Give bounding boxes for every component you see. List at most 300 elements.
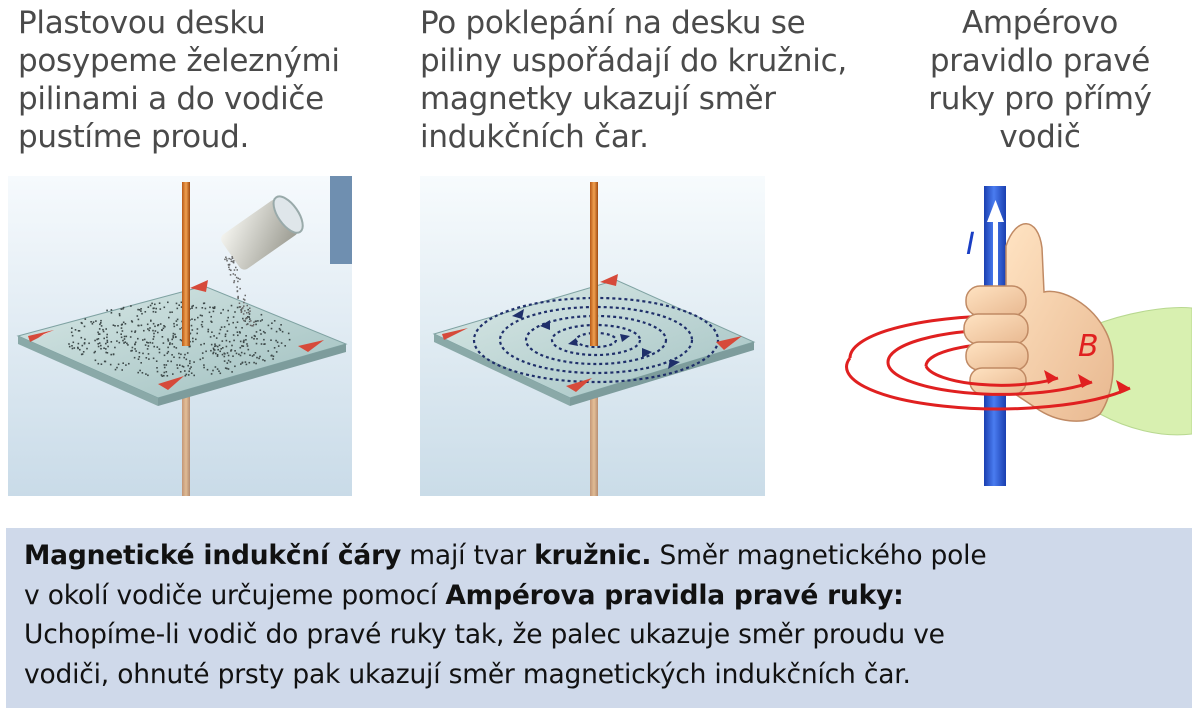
filing-grain bbox=[219, 345, 221, 347]
filing-grain bbox=[138, 358, 140, 360]
filing-grain bbox=[260, 333, 262, 335]
filing-grain bbox=[69, 346, 71, 348]
filing-grain bbox=[234, 311, 236, 313]
filing-grain bbox=[100, 345, 102, 347]
filing-grain bbox=[276, 351, 278, 353]
filing-grain bbox=[128, 363, 130, 365]
filing-grain bbox=[242, 318, 244, 320]
illustration-filings-scatter bbox=[8, 176, 352, 496]
filing-grain bbox=[246, 317, 248, 319]
filing-grain bbox=[219, 351, 221, 353]
filing-grain bbox=[120, 333, 122, 335]
filing-grain bbox=[164, 355, 166, 357]
filing-grain bbox=[97, 343, 99, 345]
filing-grain bbox=[163, 328, 165, 330]
filing-grain bbox=[243, 320, 245, 322]
filing-grain bbox=[173, 323, 175, 325]
filing-grain bbox=[73, 342, 75, 344]
filing-grain bbox=[164, 364, 166, 366]
filing-grain bbox=[255, 352, 257, 354]
filing-grain bbox=[227, 352, 229, 354]
filing-grain bbox=[204, 302, 206, 304]
filing-grain bbox=[213, 308, 215, 310]
caption-line: posypeme železnými bbox=[18, 43, 340, 79]
summary-line-1 bbox=[24, 536, 1174, 576]
illustration-right-hand-rule bbox=[830, 176, 1192, 496]
filing-grain bbox=[220, 348, 222, 350]
filing-grain bbox=[147, 342, 149, 344]
filing-grain bbox=[127, 344, 129, 346]
filing-grain bbox=[180, 354, 182, 356]
filing-grain bbox=[192, 305, 194, 307]
filing-grain bbox=[124, 336, 126, 338]
filing-grain bbox=[245, 318, 247, 320]
rod-upper bbox=[590, 182, 598, 346]
filing-grain bbox=[103, 331, 105, 333]
filing-grain bbox=[189, 368, 191, 370]
filing-grain bbox=[277, 342, 279, 344]
filing-grain bbox=[138, 319, 140, 321]
filing-grain bbox=[225, 367, 227, 369]
filing-grain bbox=[215, 366, 217, 368]
filing-grain bbox=[162, 336, 164, 338]
filing-grain bbox=[192, 329, 194, 331]
filing-grain bbox=[92, 323, 94, 325]
filing-grain bbox=[271, 322, 273, 324]
filing-grain bbox=[190, 366, 192, 368]
filing-grain bbox=[243, 345, 245, 347]
filing-grain bbox=[122, 330, 124, 332]
filing-grain bbox=[188, 371, 190, 373]
filing-grain bbox=[167, 375, 169, 377]
filing-grain bbox=[78, 343, 80, 345]
filing-grain bbox=[249, 321, 251, 323]
filing-grain bbox=[244, 310, 246, 312]
bold-term: kružnic. bbox=[534, 540, 652, 571]
filing-grain bbox=[227, 310, 229, 312]
filing-grain bbox=[200, 359, 202, 361]
filing-grain bbox=[137, 309, 139, 311]
filing-grain bbox=[189, 363, 191, 365]
filing-grain bbox=[193, 361, 195, 363]
filing-grain bbox=[142, 353, 144, 355]
filing-grain bbox=[110, 354, 112, 356]
filing-grain bbox=[151, 303, 153, 305]
caption-line: vodič bbox=[999, 119, 1081, 155]
filing-grain bbox=[155, 330, 157, 332]
filing-grain bbox=[117, 325, 119, 327]
caption-line: indukčních čar. bbox=[420, 119, 649, 155]
filing-grain bbox=[255, 324, 257, 326]
filing-grain bbox=[72, 348, 74, 350]
filing-grain bbox=[237, 269, 239, 271]
filing-grain bbox=[99, 342, 101, 344]
rod-upper bbox=[182, 182, 190, 346]
filing-grain bbox=[145, 373, 147, 375]
filing-grain bbox=[268, 325, 270, 327]
filing-grain bbox=[282, 331, 284, 333]
filing-grain bbox=[164, 326, 166, 328]
filing-grain bbox=[289, 339, 291, 341]
filing-grain bbox=[288, 333, 290, 335]
filing-grain bbox=[234, 280, 236, 282]
filing-grain bbox=[261, 343, 263, 345]
filing-grain bbox=[232, 355, 234, 357]
filing-grain bbox=[166, 371, 168, 373]
filing-grain bbox=[231, 305, 233, 307]
filing-grain bbox=[121, 369, 123, 371]
filing-grain bbox=[211, 373, 213, 375]
caption-filings-circles bbox=[420, 4, 890, 156]
filing-grain bbox=[233, 340, 235, 342]
finger bbox=[964, 314, 1028, 344]
filing-grain bbox=[98, 338, 100, 340]
filing-grain bbox=[153, 358, 155, 360]
filing-grain bbox=[194, 319, 196, 321]
filing-grain bbox=[226, 346, 228, 348]
filing-grain bbox=[202, 352, 204, 354]
filing-grain bbox=[217, 355, 219, 357]
filing-grain bbox=[169, 342, 171, 344]
filing-grain bbox=[253, 324, 255, 326]
filing-grain bbox=[233, 334, 235, 336]
filing-grain bbox=[205, 351, 207, 353]
filing-grain bbox=[200, 344, 202, 346]
filing-grain bbox=[126, 343, 128, 345]
bold-term: Magnetické indukční čáry bbox=[24, 540, 402, 571]
filing-grain bbox=[162, 375, 164, 377]
filing-grain bbox=[181, 302, 183, 304]
filing-grain bbox=[123, 307, 125, 309]
filing-grain bbox=[264, 343, 266, 345]
filing-grain bbox=[254, 336, 256, 338]
filing-grain bbox=[271, 328, 273, 330]
filing-grain bbox=[229, 341, 231, 343]
filing-grain bbox=[116, 332, 118, 334]
filing-grain bbox=[217, 349, 219, 351]
filing-grain bbox=[207, 369, 209, 371]
filing-grain bbox=[246, 343, 248, 345]
filing-grain bbox=[121, 324, 123, 326]
filing-grain bbox=[241, 327, 243, 329]
filing-grain bbox=[246, 324, 248, 326]
filing-grain bbox=[106, 337, 108, 339]
filing-grain bbox=[132, 347, 134, 349]
filing-grain bbox=[243, 305, 245, 307]
filing-grain bbox=[100, 320, 102, 322]
filing-grain bbox=[156, 367, 158, 369]
filing-grain bbox=[155, 311, 157, 313]
summary-line-3: Uchopíme-li vodič do pravé ruky tak, že palec ukazuje směr proudu ve bbox=[24, 619, 945, 650]
filing-grain bbox=[233, 316, 235, 318]
filing-grain bbox=[211, 321, 213, 323]
filing-grain bbox=[247, 345, 249, 347]
filing-grain bbox=[224, 326, 226, 328]
filing-grain bbox=[137, 338, 139, 340]
filing-grain bbox=[180, 371, 182, 373]
filing-grain bbox=[139, 309, 141, 311]
filing-grain bbox=[222, 309, 224, 311]
filing-grain bbox=[173, 337, 175, 339]
filing-grain bbox=[233, 273, 235, 275]
filing-grain bbox=[228, 360, 230, 362]
filing-grain bbox=[119, 342, 121, 344]
filing-grain bbox=[222, 340, 224, 342]
filing-grain bbox=[191, 372, 193, 374]
filing-grain bbox=[240, 347, 242, 349]
filing-grain bbox=[105, 348, 107, 350]
filing-grain bbox=[228, 267, 230, 269]
filing-grain bbox=[230, 259, 232, 261]
filing-grain bbox=[222, 354, 224, 356]
filing-grain bbox=[149, 327, 151, 329]
filing-grain bbox=[220, 329, 222, 331]
filing-grain bbox=[236, 277, 238, 279]
filing-grain bbox=[235, 274, 237, 276]
filing-grain bbox=[101, 363, 103, 365]
filing-grain bbox=[228, 355, 230, 357]
filing-grain bbox=[172, 335, 174, 337]
filing-grain bbox=[202, 357, 204, 359]
filing-grain bbox=[153, 311, 155, 313]
filing-grain bbox=[250, 320, 252, 322]
caption-line: pustíme proud. bbox=[18, 119, 250, 155]
filing-grain bbox=[174, 334, 176, 336]
filing-grain bbox=[148, 353, 150, 355]
filing-grain bbox=[249, 310, 251, 312]
filing-grain bbox=[187, 365, 189, 367]
filing-grain bbox=[159, 348, 161, 350]
filing-grain bbox=[174, 346, 176, 348]
filing-grain bbox=[197, 317, 199, 319]
filing-grain bbox=[137, 325, 139, 327]
filing-grain bbox=[189, 346, 191, 348]
filing-grain bbox=[270, 339, 272, 341]
filing-grain bbox=[261, 314, 263, 316]
filing-grain bbox=[71, 345, 73, 347]
filing-grain bbox=[153, 308, 155, 310]
filing-grain bbox=[118, 364, 120, 366]
filing-grain bbox=[185, 375, 187, 377]
filing-grain bbox=[107, 341, 109, 343]
filing-grain bbox=[125, 364, 127, 366]
filing-grain bbox=[160, 323, 162, 325]
filing-grain bbox=[84, 342, 86, 344]
filing-grain bbox=[235, 327, 237, 329]
filing-grain bbox=[88, 343, 90, 345]
filing-grain bbox=[191, 325, 193, 327]
filing-grain bbox=[107, 346, 109, 348]
filing-grain bbox=[121, 308, 123, 310]
filing-grain bbox=[221, 326, 223, 328]
filing-grain bbox=[163, 375, 165, 377]
filing-grain bbox=[155, 308, 157, 310]
filing-grain bbox=[241, 311, 243, 313]
filing-grain bbox=[184, 354, 186, 356]
filing-grain bbox=[275, 340, 277, 342]
filing-grain bbox=[177, 319, 179, 321]
filing-grain bbox=[144, 339, 146, 341]
summary-box bbox=[6, 528, 1192, 708]
finger bbox=[966, 342, 1028, 370]
filing-grain bbox=[122, 362, 124, 364]
filing-grain bbox=[71, 332, 73, 334]
filing-grain bbox=[250, 325, 252, 327]
bold-term: Ampérova pravidla pravé ruky: bbox=[445, 579, 904, 611]
filing-grain bbox=[215, 353, 217, 355]
filing-grain bbox=[230, 269, 232, 271]
filing-grain bbox=[167, 353, 169, 355]
filing-grain bbox=[125, 323, 127, 325]
filing-grain bbox=[243, 313, 245, 315]
filing-grain bbox=[172, 343, 174, 345]
finger bbox=[966, 286, 1026, 316]
filing-grain bbox=[209, 307, 211, 309]
filing-grain bbox=[98, 346, 100, 348]
filing-grain bbox=[123, 322, 125, 324]
filing-grain bbox=[202, 326, 204, 328]
filing-grain bbox=[243, 302, 245, 304]
filing-grain bbox=[200, 315, 202, 317]
filing-grain bbox=[147, 328, 149, 330]
filing-grain bbox=[239, 303, 241, 305]
filing-grain bbox=[237, 297, 239, 299]
filing-grain bbox=[237, 290, 239, 292]
filing-grain bbox=[231, 345, 233, 347]
filing-grain bbox=[214, 343, 216, 345]
filing-grain bbox=[192, 338, 194, 340]
caption-line: Po poklepání na desku se bbox=[420, 5, 806, 41]
filing-grain bbox=[115, 369, 117, 371]
caption-experiment-setup bbox=[18, 4, 388, 156]
caption-line: ruky pro přímý bbox=[928, 81, 1152, 117]
filing-grain bbox=[149, 342, 151, 344]
filing-grain bbox=[203, 367, 205, 369]
filing-grain bbox=[192, 341, 194, 343]
filing-grain bbox=[160, 308, 162, 310]
caption-line: piliny uspořádají do kružnic, bbox=[420, 43, 847, 79]
filing-grain bbox=[137, 372, 139, 374]
filing-grain bbox=[227, 362, 229, 364]
caption-ampere-rule bbox=[880, 4, 1200, 156]
filing-grain bbox=[201, 324, 203, 326]
filing-grain bbox=[173, 333, 175, 335]
filing-grain bbox=[227, 330, 229, 332]
filing-grain bbox=[242, 362, 244, 364]
filing-grain bbox=[237, 281, 239, 283]
filing-grain bbox=[139, 352, 141, 354]
filing-grain bbox=[158, 324, 160, 326]
filing-grain bbox=[189, 360, 191, 362]
filing-grain bbox=[243, 341, 245, 343]
filing-grain bbox=[249, 308, 251, 310]
filing-grain bbox=[82, 345, 84, 347]
filing-grain bbox=[79, 349, 81, 351]
filing-grain bbox=[239, 288, 241, 290]
filing-grain bbox=[245, 361, 247, 363]
filing-grain bbox=[234, 350, 236, 352]
filing-grain bbox=[78, 330, 80, 332]
filing-grain bbox=[268, 350, 270, 352]
filing-grain bbox=[176, 324, 178, 326]
filing-grain bbox=[119, 313, 121, 315]
filing-grain bbox=[148, 330, 150, 332]
filing-grain bbox=[214, 349, 216, 351]
filing-grain bbox=[154, 326, 156, 328]
filing-grain bbox=[153, 323, 155, 325]
filing-grain bbox=[276, 331, 278, 333]
filing-grain bbox=[209, 312, 211, 314]
filing-grain bbox=[116, 367, 118, 369]
filing-grain bbox=[156, 360, 158, 362]
filing-grain bbox=[215, 345, 217, 347]
filing-grain bbox=[83, 351, 85, 353]
filing-grain bbox=[99, 324, 101, 326]
filing-grain bbox=[75, 329, 77, 331]
filing-grain bbox=[246, 364, 248, 366]
filing-grain bbox=[262, 359, 264, 361]
filing-grain bbox=[168, 317, 170, 319]
finger bbox=[970, 368, 1026, 394]
filing-grain bbox=[179, 357, 181, 359]
filing-grain bbox=[178, 353, 180, 355]
filing-grain bbox=[146, 357, 148, 359]
filing-grain bbox=[173, 356, 175, 358]
filing-grain bbox=[197, 328, 199, 330]
filing-grain bbox=[279, 328, 281, 330]
filing-grain bbox=[141, 325, 143, 327]
filing-grain bbox=[228, 258, 230, 260]
filing-grain bbox=[249, 318, 251, 320]
filing-grain bbox=[135, 342, 137, 344]
filing-grain bbox=[264, 332, 266, 334]
filing-grain bbox=[263, 339, 265, 341]
filing-grain bbox=[237, 307, 239, 309]
filing-grain bbox=[94, 340, 96, 342]
filing-grain bbox=[121, 327, 123, 329]
filing-grain bbox=[124, 338, 126, 340]
filing-grain bbox=[216, 337, 218, 339]
filing-grain bbox=[237, 335, 239, 337]
filing-grain bbox=[284, 345, 286, 347]
filing-grain bbox=[271, 355, 273, 357]
filing-grain bbox=[249, 313, 251, 315]
filing-grain bbox=[107, 340, 109, 342]
summary-text: Směr magnetického pole bbox=[651, 540, 987, 571]
filing-grain bbox=[167, 338, 169, 340]
caption-line: magnetky ukazují směr bbox=[420, 81, 776, 117]
filing-grain bbox=[186, 359, 188, 361]
filing-grain bbox=[191, 307, 193, 309]
filing-grain bbox=[237, 331, 239, 333]
filing-grain bbox=[134, 348, 136, 350]
filing-grain bbox=[244, 353, 246, 355]
filing-grain bbox=[169, 312, 171, 314]
filing-grain bbox=[145, 311, 147, 313]
filing-grain bbox=[107, 352, 109, 354]
filing-grain bbox=[229, 264, 231, 266]
filing-grain bbox=[210, 316, 212, 318]
filing-grain bbox=[72, 335, 74, 337]
filing-grain bbox=[140, 362, 142, 364]
filing-grain bbox=[134, 344, 136, 346]
filing-grain bbox=[264, 360, 266, 362]
filing-grain bbox=[245, 339, 247, 341]
filing-grain bbox=[256, 357, 258, 359]
filing-grain bbox=[248, 349, 250, 351]
filing-grain bbox=[236, 286, 238, 288]
filing-grain bbox=[259, 356, 261, 358]
